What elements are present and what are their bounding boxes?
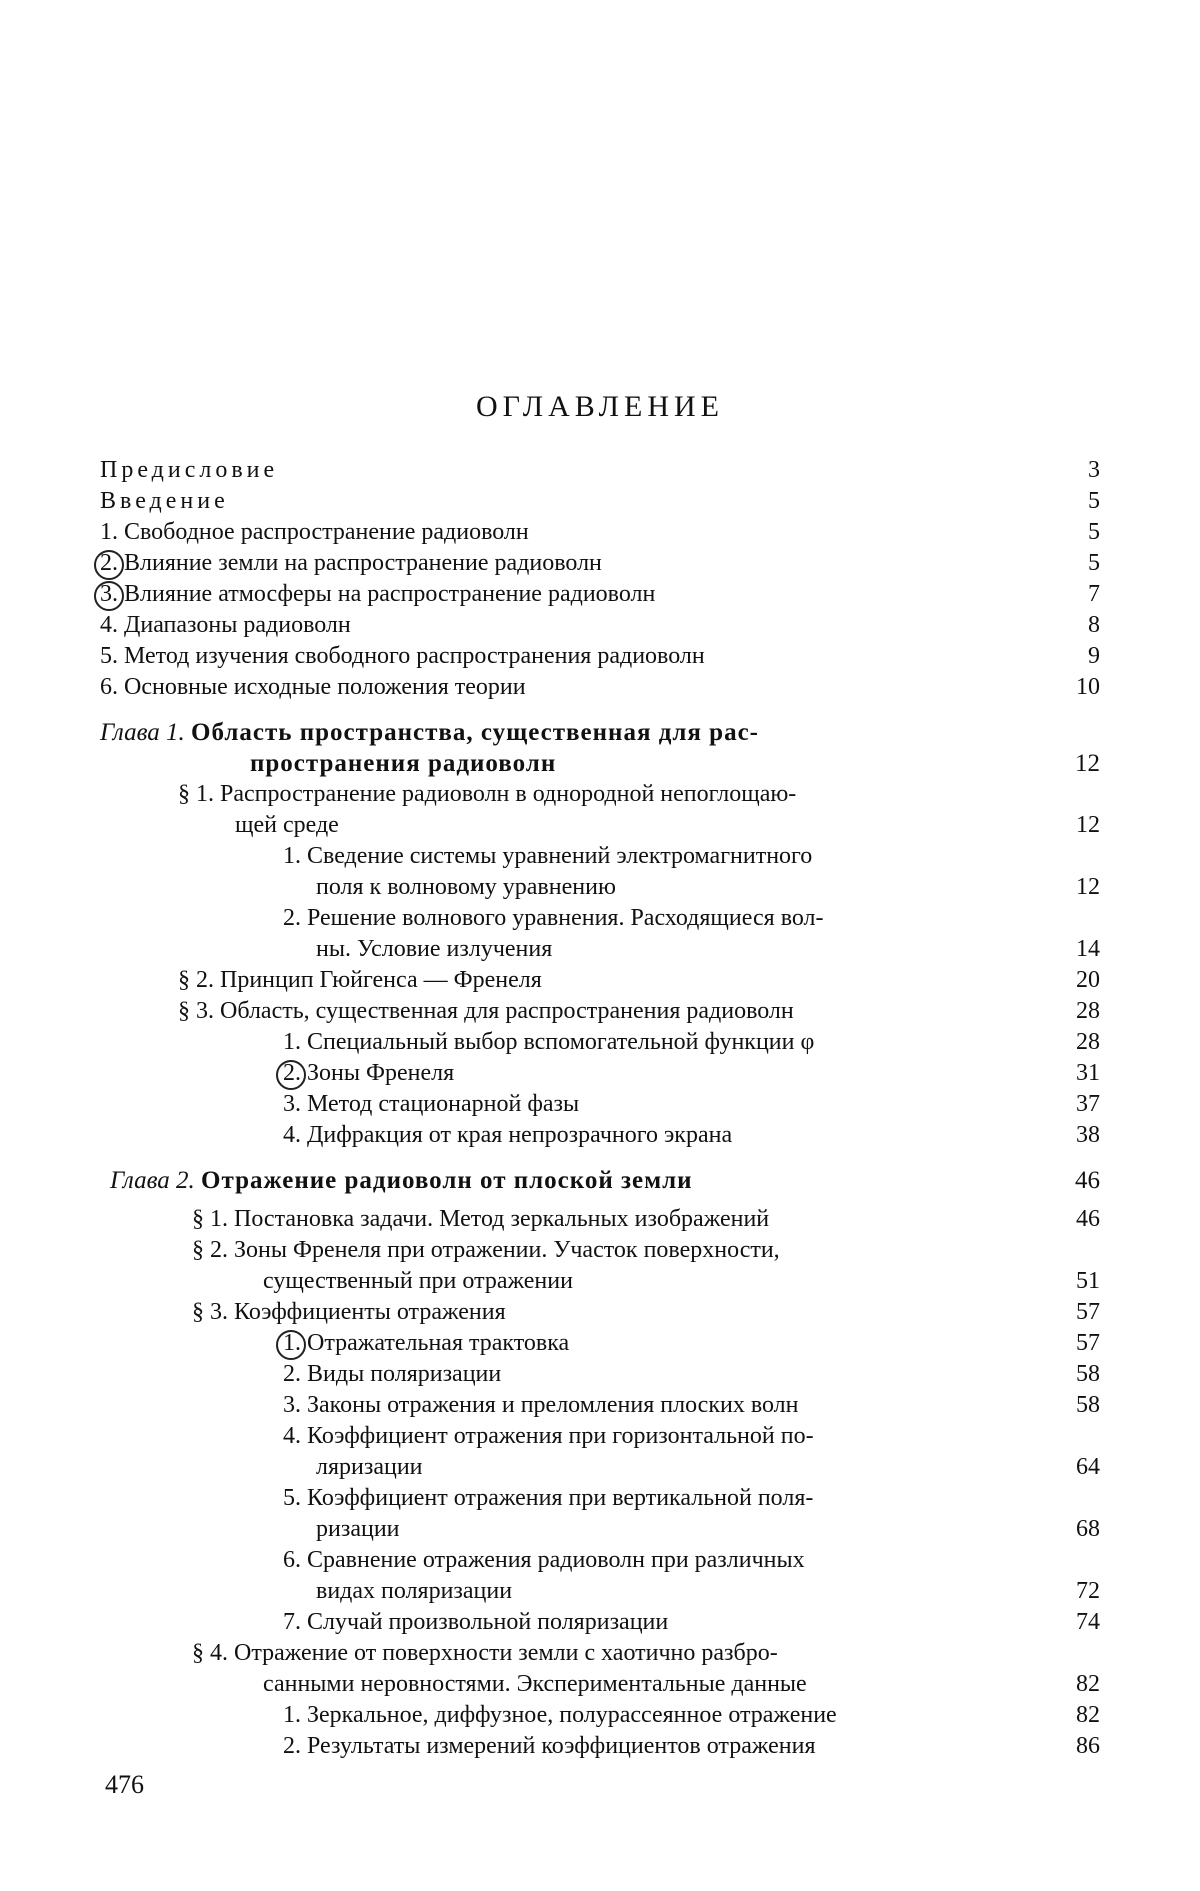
toc-entry-page: 58 — [1076, 1361, 1100, 1387]
toc-entry-label: § 1. Постановка задачи. Метод зеркальных изображений — [192, 1206, 770, 1232]
toc-entry-label-continued: видах поляризации — [316, 1578, 513, 1604]
table-of-contents — [100, 455, 1100, 1762]
toc-entry-page: 68 — [1076, 1516, 1100, 1542]
toc-entry-label: § 1. Распространение радиоволн в однородной непоглощаю- — [178, 781, 797, 807]
toc-entry-label: 1. Свободное распространение радиоволн — [100, 519, 529, 545]
toc-entry-page: 28 — [1076, 998, 1100, 1024]
toc-entry-page: 57 — [1076, 1330, 1100, 1356]
toc-entry-page: 37 — [1076, 1091, 1100, 1117]
toc-entry-label-continued: щей среде — [235, 812, 339, 838]
toc-entry — [100, 1421, 1100, 1483]
toc-entry — [100, 996, 1100, 1027]
toc-entry — [100, 1328, 1100, 1359]
toc-entry — [100, 641, 1100, 672]
toc-entry — [100, 1027, 1100, 1058]
toc-entry-label: 1. Специальный выбор вспомогательной функции φ — [283, 1029, 815, 1055]
toc-entry-page: 5 — [1088, 519, 1100, 545]
toc-entry-page: 9 — [1088, 643, 1100, 669]
toc-entry-label: 1. Зеркальное, диффузное, полурассеянное отражение — [283, 1702, 837, 1728]
toc-entry — [100, 841, 1100, 903]
toc-entry-page: 5 — [1088, 488, 1100, 514]
toc-entry — [100, 548, 1100, 579]
toc-entry-label: 5. Метод изучения свободного распространения радиоволн — [100, 643, 705, 669]
toc-entry-page: 57 — [1076, 1299, 1100, 1325]
toc-entry — [100, 1089, 1100, 1120]
toc-entry-page: 58 — [1076, 1392, 1100, 1418]
toc-entry — [100, 1235, 1100, 1297]
toc-entry-label: 3. Влияние атмосферы на распространение радиоволн — [100, 581, 656, 607]
toc-entry-page: 72 — [1076, 1578, 1100, 1604]
toc-entry-label: § 2. Зоны Френеля при отражении. Участок поверхности, — [192, 1237, 780, 1263]
toc-entry-page: 64 — [1076, 1454, 1100, 1480]
toc-entry — [100, 455, 1100, 486]
toc-entry — [100, 486, 1100, 517]
toc-entry-label-continued: ляризации — [316, 1454, 423, 1480]
toc-entry-page: 8 — [1088, 612, 1100, 638]
toc-entry-label: 2. Решение волнового уравнения. Расходящиеся вол- — [283, 905, 824, 931]
toc-entry — [100, 610, 1100, 641]
toc-entry-page: 10 — [1076, 674, 1100, 700]
toc-entry-page: 14 — [1076, 936, 1100, 962]
chapter-heading — [100, 1165, 1100, 1196]
toc-entry-label: 2. Зоны Френеля — [283, 1060, 455, 1086]
toc-entry-label: 1. Отражательная трактовка — [283, 1330, 570, 1356]
toc-entry-page: 31 — [1076, 1060, 1100, 1086]
toc-entry-label-continued: поля к волновому уравнению — [316, 874, 616, 900]
toc-entry — [100, 1638, 1100, 1700]
toc-entry — [100, 672, 1100, 703]
toc-entry — [100, 1297, 1100, 1328]
toc-entry — [100, 1120, 1100, 1151]
toc-entry-page: 3 — [1088, 457, 1100, 483]
toc-entry-label: 6. Основные исходные положения теории — [100, 674, 526, 700]
chapter-title-continued: пространения радиоволн — [250, 750, 557, 777]
toc-entry-label-continued: ны. Условие излучения — [316, 936, 553, 962]
toc-entry-label: § 2. Принцип Гюйгенса — Френеля — [178, 967, 542, 993]
toc-entry — [100, 1359, 1100, 1390]
toc-entry — [100, 1700, 1100, 1731]
toc-entry-label: 2. Влияние земли на распространение радиоволн — [100, 550, 602, 576]
toc-entry — [100, 1204, 1100, 1235]
chapter-heading — [100, 717, 1100, 779]
toc-entry-page: 12 — [1076, 812, 1100, 838]
toc-entry — [100, 965, 1100, 996]
toc-entry-page: 20 — [1076, 967, 1100, 993]
toc-entry-page: 51 — [1076, 1268, 1100, 1294]
toc-entry — [100, 1731, 1100, 1762]
toc-entry — [100, 1545, 1100, 1607]
toc-entry-page: 74 — [1076, 1609, 1100, 1635]
toc-entry-label: Предисловие — [100, 457, 279, 483]
toc-entry-label: 3. Метод стационарной фазы — [283, 1091, 580, 1117]
toc-entry-label-continued: ризации — [316, 1516, 400, 1542]
toc-entry-page: 12 — [1075, 750, 1100, 777]
toc-entry-label: 5. Коэффициент отражения при вертикальной поля- — [283, 1485, 814, 1511]
toc-entry — [100, 903, 1100, 965]
chapter-prefix: Глава 1. — [100, 719, 185, 746]
toc-entry-page: 7 — [1088, 581, 1100, 607]
toc-entry-label: 4. Коэффициент отражения при горизонтальной по- — [283, 1423, 814, 1449]
toc-entry-page: 5 — [1088, 550, 1100, 576]
toc-entry-page: 86 — [1076, 1733, 1100, 1759]
toc-entry-label: § 4. Отражение от поверхности земли с хаотично разбро- — [192, 1640, 778, 1666]
toc-entry — [100, 517, 1100, 548]
toc-entry-page: 28 — [1076, 1029, 1100, 1055]
toc-entry-label: § 3. Коэффициенты отражения — [192, 1299, 506, 1325]
toc-entry-label: 4. Дифракция от края непрозрачного экрана — [283, 1122, 733, 1148]
toc-entry — [100, 579, 1100, 610]
toc-entry-page: 12 — [1076, 874, 1100, 900]
toc-entry — [100, 1483, 1100, 1545]
toc-entry-page: 46 — [1075, 1167, 1100, 1194]
toc-entry-label: 4. Диапазоны радиоволн — [100, 612, 351, 638]
chapter-title: Область пространства, существенная для рас- — [191, 719, 760, 746]
toc-entry-label-continued: существенный при отражении — [263, 1268, 573, 1294]
page-title: ОГЛАВЛЕНИЕ — [476, 390, 724, 423]
page-number: 476 — [105, 1770, 144, 1799]
toc-entry-label: 7. Случай произвольной поляризации — [283, 1609, 669, 1635]
toc-entry-label: 1. Сведение системы уравнений электромагнитного — [283, 843, 813, 869]
toc-entry-label-continued: санными неровностями. Экспериментальные данные — [263, 1671, 807, 1697]
toc-entry — [100, 779, 1100, 841]
toc-entry-page: 38 — [1076, 1122, 1100, 1148]
toc-entry-page: 82 — [1076, 1671, 1100, 1697]
toc-entry — [100, 1390, 1100, 1421]
chapter-title: Отражение радиоволн от плоской земли — [201, 1167, 693, 1194]
toc-entry-label: Введение — [100, 488, 229, 514]
toc-entry — [100, 1607, 1100, 1638]
toc-entry-label: § 3. Область, существенная для распространения радиоволн — [178, 998, 794, 1024]
toc-entry-label: 3. Законы отражения и преломления плоских волн — [283, 1392, 799, 1418]
toc-entry-label: 2. Результаты измерений коэффициентов отражения — [283, 1733, 816, 1759]
toc-entry-label: 2. Виды поляризации — [283, 1361, 502, 1387]
toc-entry-page: 46 — [1076, 1206, 1100, 1232]
toc-entry — [100, 1058, 1100, 1089]
chapter-prefix: Глава 2. — [110, 1167, 195, 1194]
toc-entry-label: 6. Сравнение отражения радиоволн при различных — [283, 1547, 805, 1573]
toc-entry-page: 82 — [1076, 1702, 1100, 1728]
